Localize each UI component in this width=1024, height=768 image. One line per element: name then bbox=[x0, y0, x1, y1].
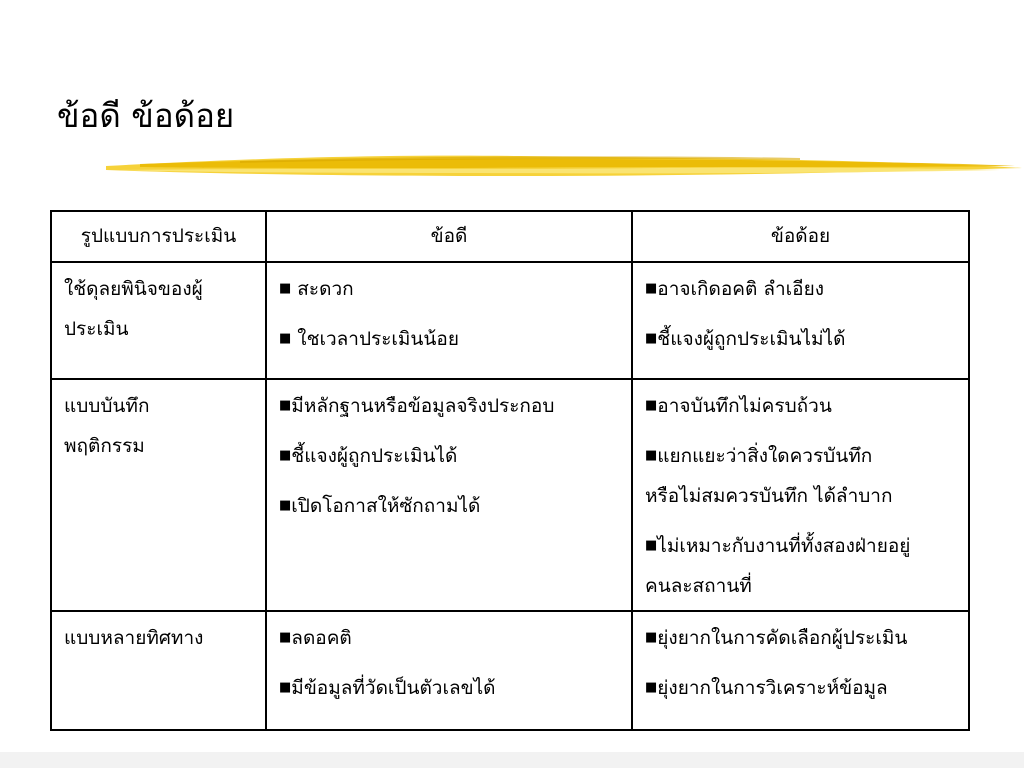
square-bullet-icon: ■ bbox=[645, 398, 658, 413]
square-bullet-icon: ■ bbox=[279, 331, 292, 346]
header-method: รูปแบบการประเมิน bbox=[51, 211, 266, 262]
method-line: ใช้ดุลยพินิจของผู้ bbox=[64, 278, 203, 300]
header-cons: ข้อด้อย bbox=[632, 211, 969, 262]
table-row bbox=[51, 262, 969, 379]
square-bullet-icon: ■ bbox=[645, 281, 658, 296]
pros-cell bbox=[266, 611, 632, 730]
list-item: ■ลดอคติ bbox=[279, 627, 352, 649]
cons-cell bbox=[632, 611, 969, 730]
square-bullet-icon: ■ bbox=[279, 281, 292, 296]
square-bullet-icon: ■ bbox=[645, 630, 658, 645]
square-bullet-icon: ■ bbox=[279, 398, 292, 413]
list-item: ■มีข้อมูลที่วัดเป็นตัวเลขได้ bbox=[279, 677, 496, 699]
method-line: แบบบันทึก bbox=[64, 395, 150, 417]
method-line: แบบหลายทิศทาง bbox=[64, 627, 204, 649]
list-item: ■อาจบันทึกไม่ครบถ้วน bbox=[645, 395, 832, 417]
method-cell bbox=[51, 379, 266, 611]
table-row bbox=[51, 611, 969, 730]
list-item: ■อาจเกิดอคติ ลำเอียง bbox=[645, 278, 824, 300]
square-bullet-icon: ■ bbox=[645, 448, 658, 463]
list-item: ■ ใชเวลาประเมินน้อย bbox=[279, 328, 459, 350]
list-item: ■ชี้แจงผู้ถูกประเมินไม่ได้ bbox=[645, 328, 846, 350]
slide-title: ข้อดี ข้อด้อย bbox=[57, 96, 235, 135]
method-line: ประเมิน bbox=[64, 318, 129, 340]
square-bullet-icon: ■ bbox=[645, 331, 658, 346]
list-item: ■แยกแยะว่าสิ่งใดควรบันทึก หรือไม่สมควรบันทึก ได้ลำบาก bbox=[645, 445, 893, 507]
cons-cell bbox=[632, 379, 969, 611]
list-item: ■เปิดโอกาสให้ซักถามได้ bbox=[279, 495, 481, 517]
square-bullet-icon: ■ bbox=[645, 680, 658, 695]
square-bullet-icon: ■ bbox=[279, 680, 292, 695]
square-bullet-icon: ■ bbox=[279, 498, 292, 513]
list-item: ■ สะดวก bbox=[279, 278, 354, 300]
cons-cell bbox=[632, 262, 969, 379]
method-line: พฤติกรรม bbox=[64, 435, 145, 457]
pros-cell bbox=[266, 379, 632, 611]
square-bullet-icon: ■ bbox=[645, 538, 658, 553]
list-item: ■ชี้แจงผู้ถูกประเมินได้ bbox=[279, 445, 458, 467]
square-bullet-icon: ■ bbox=[279, 448, 292, 463]
table-row bbox=[51, 379, 969, 611]
evaluation-comparison-table bbox=[50, 210, 970, 731]
header-pros: ข้อดี bbox=[266, 211, 632, 262]
method-cell bbox=[51, 262, 266, 379]
method-cell bbox=[51, 611, 266, 730]
list-item: ■ยุ่งยากในการวิเคราะห์ข้อมูล bbox=[645, 677, 888, 699]
list-item: ■ไม่เหมาะกับงานที่ทั้งสองฝ่ายอยู่ คนละสถานที่ bbox=[645, 535, 911, 597]
square-bullet-icon: ■ bbox=[279, 630, 292, 645]
header-row bbox=[51, 211, 969, 262]
footer-band bbox=[0, 752, 1024, 768]
list-item: ■มีหลักฐานหรือข้อมูลจริงประกอบ bbox=[279, 395, 555, 417]
brush-stroke-divider bbox=[100, 146, 1024, 186]
pros-cell bbox=[266, 262, 632, 379]
list-item: ■ยุ่งยากในการคัดเลือกผู้ประเมิน bbox=[645, 627, 908, 649]
